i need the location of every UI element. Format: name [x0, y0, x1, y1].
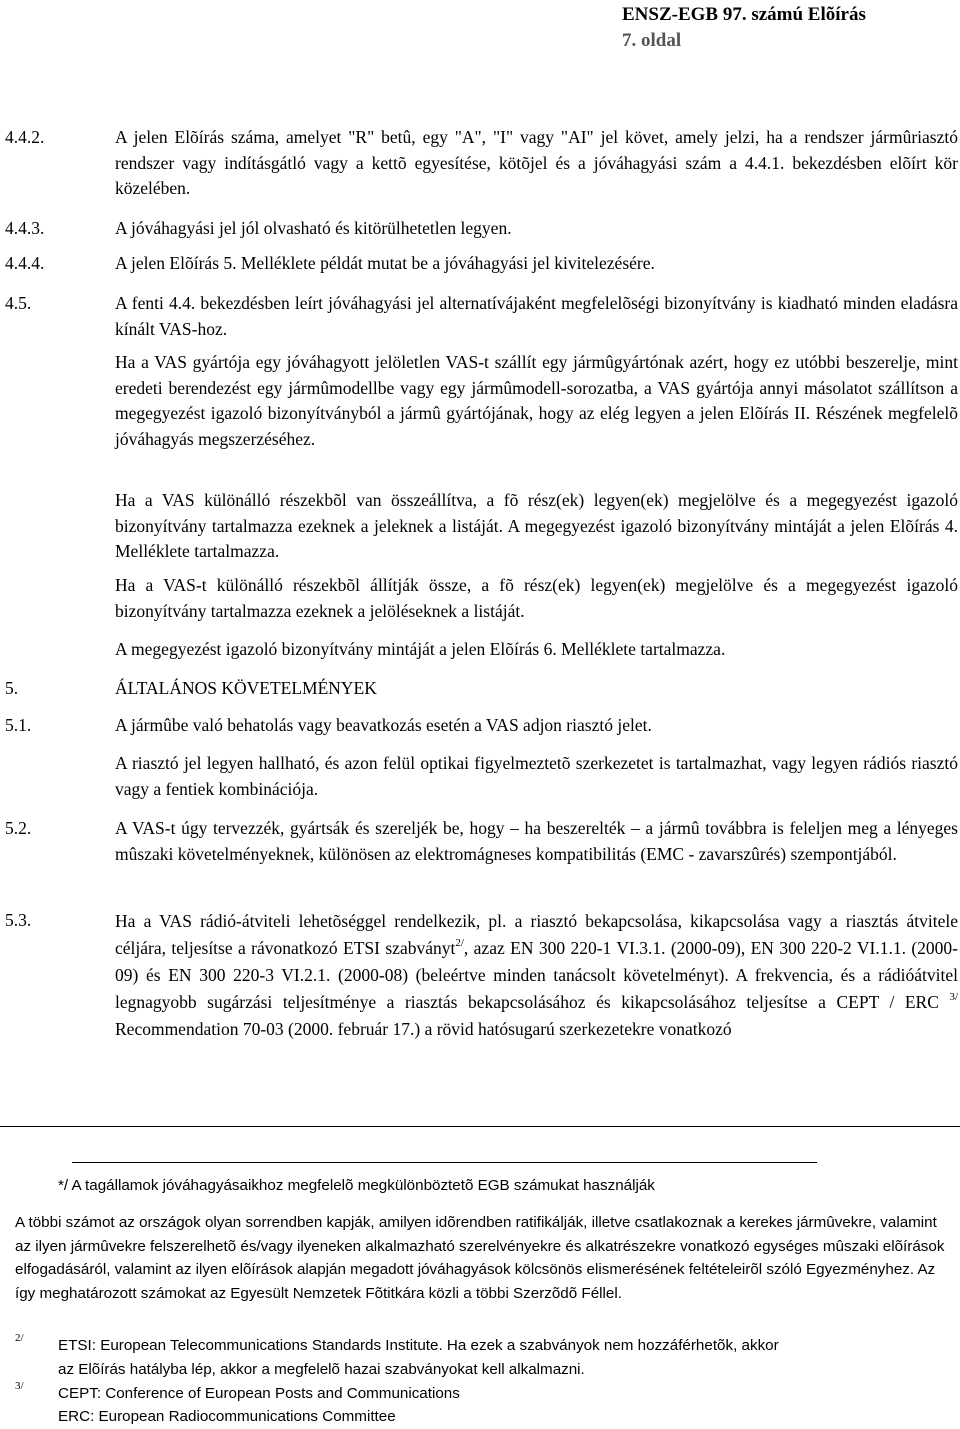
section-5-2-text: A VAS-t úgy tervezzék, gyártsák és szereljék be, hogy – ha beszerelték – a jármû továbbra is feleljen meg a lényeges mûszaki követelményeknek, különösen az elektromágneses kompatibilitás (EMC - zavarszûrés) szempontjából.: [115, 818, 958, 864]
footnote-3-mark: 3/: [15, 1380, 24, 1392]
section-5-heading: ÁLTALÁNOS KÖVETELMÉNYEK: [115, 678, 377, 698]
section-5-1-paragraph-2: A riasztó jel legyen hallható, és azon felül optikai figyelmeztetõ szerkezetet is tartalmazhat, vagy legyen rádiós riasztó vagy a fentiek kombinációja.: [115, 753, 958, 799]
section-4-5-text: A fenti 4.4. bekezdésben leírt jóváhagyási jel alternatívájaként megfelelõségi bizonyítvány is kiadható minden eladásra kínált VAS-hoz.: [115, 293, 958, 339]
section-5-3-text-a: Ha a VAS rádió-átviteli lehetõséggel rendelkezik, pl. a riasztó bekapcsolása, kikapcsolása vagy a riasztás átvitele céljára, teljesítse a rávonatkozó ETSI szabványt: [115, 911, 958, 958]
header-page-number: 7. oldal: [622, 30, 682, 51]
section-5-3-text-c: Recommendation 70-03 (2000. február 17.) a rövid hatósugarú szerkezetekre vonatkozó: [115, 1019, 732, 1039]
footnote-star: */ A tagállamok jóváhagyásaikhoz megfelelõ megkülönböztetõ EGB számukat használják: [58, 1177, 655, 1194]
section-5-3-text-b: , azaz EN 300 220-1 VI.3.1. (2000-09), EN 300 220-2 VI.1.1. (2000-09) és EN 300 220-3 VI.2.1. (2000-08) (beleértve minden tanácsolt követelményt). A frekvencia, és a rádióátvitel legnagyobb sugárzási teljesítménye a riasztás bekapcsolásához és kikapcsolásához teljesítse a CEPT / ERC: [115, 938, 958, 1012]
footnote-separator-short: [72, 1162, 817, 1163]
footnote-2-mark: 2/: [15, 1332, 24, 1344]
footnote-3-line-2: ERC: European Radiocommunications Committee: [58, 1408, 396, 1425]
vas-paragraph-4: A megegyezést igazoló bizonyítvány mintáját a jelen Elõírás 6. Melléklete tartalmazza.: [115, 639, 726, 659]
section-5-1-text: A jármûbe való behatolás vagy beavatkozás esetén a VAS adjon riasztó jelet.: [115, 715, 652, 735]
footnote-3-line-1: CEPT: Conference of European Posts and Communications: [58, 1385, 460, 1402]
footnote-2-line-1: ETSI: European Telecommunications Standards Institute. Ha ezek a szabványok nem hozzáférhetõk, akkor: [58, 1337, 779, 1354]
header-title: ENSZ-EGB 97. számú Elõírás: [622, 4, 866, 25]
section-number-4-4-4: 4.4.4.: [5, 253, 45, 273]
footnote-ref-2: 2/: [455, 937, 464, 949]
footnote-ref-3: 3/: [949, 991, 959, 1003]
section-number-5-3: 5.3.: [5, 910, 32, 930]
section-number-5-2: 5.2.: [5, 818, 32, 838]
section-4-4-2-text: A jelen Elõírás száma, amelyet "R" betû, egy "A", "I" vagy "AI" jel követ, amely jelzi, ha a rendszer jármûriasztó rendszer vagy indításgátló vagy a kettõ egyesítése, kötõjel és a jóváhagyási szám a 4.4.1. bekezdésben elõírt kör közelében.: [115, 127, 958, 198]
section-number-5-1: 5.1.: [5, 715, 32, 735]
section-5-3-text: [115, 908, 958, 1043]
section-number-4-4-3: 4.4.3.: [5, 218, 45, 238]
section-number-5: 5.: [5, 678, 19, 698]
section-number-4-5: 4.5.: [5, 293, 32, 313]
section-4-4-3-text: A jóváhagyási jel jól olvasható és kitörülhetetlen legyen.: [115, 218, 512, 238]
page-header: [622, 2, 866, 54]
vas-paragraph-2: Ha a VAS különálló részekbõl van összeállítva, a fõ rész(ek) legyen(ek) megjelölve és a megegyezést igazoló bizonyítvány tartalmazza ezeknek a jeleknek a listáját. A megegyezést igazoló bizonyítvány mintáját a jelen Elõírás 4. Melléklete tartalmazza.: [115, 490, 958, 561]
vas-paragraph-1: Ha a VAS gyártója egy jóváhagyott jelöletlen VAS-t szállít egy jármûgyártónak azért, hogy ez utóbbi beszerelje, mint eredeti berendezést egy jármûmodellbe vagy egy jármûmodell-sorozatba, a VAS gyártója annyi másolatot szállítson a megegyezést igazoló bizonyítványból a jármû gyártójának, hogy az elég legyen a jelen Elõírás II. Részének megfelelõ jóváhagyás megszerzéséhez.: [115, 352, 958, 449]
section-number-4-4-2: 4.4.2.: [5, 127, 45, 147]
vas-paragraph-3: Ha a VAS-t különálló részekbõl állítják össze, a fõ rész(ek) legyen(ek) megjelölve és a megegyezést igazoló bizonyítvány tartalmazza ezeknek a jelöléseknek a listáját.: [115, 575, 958, 621]
footnote-star-body: A többi számot az országok olyan sorrendben kapják, amilyen idõrendben ratifikálják, illetve csatlakoznak a kerekes jármûvekre, valamint az ilyen jármûvekre felszerelhetõ és/vagy ilyeneken alkalmazható szerelvényekre és alkatrészekre vonatkozó egységes mûszaki elõírások elfogadásáról, valamint az ilyen elõírások alapján megadott jóváhagyások kölcsönös elismerésének feltételeirõl szóló Egyezményhez. Az így meghatározott számokat az Egyesült Nemzetek Fõtitkára közli a többi Szerzõdõ Féllel.: [15, 1214, 945, 1302]
section-4-4-4-text: A jelen Elõírás 5. Melléklete példát mutat be a jóváhagyási jel kivitelezésére.: [115, 253, 655, 273]
footnote-2-line-2: az Elõírás hatályba lép, akkor a megfelelõ hazai szabványokat kell alkalmazni.: [58, 1361, 585, 1378]
footnote-separator-long: [0, 1126, 960, 1127]
